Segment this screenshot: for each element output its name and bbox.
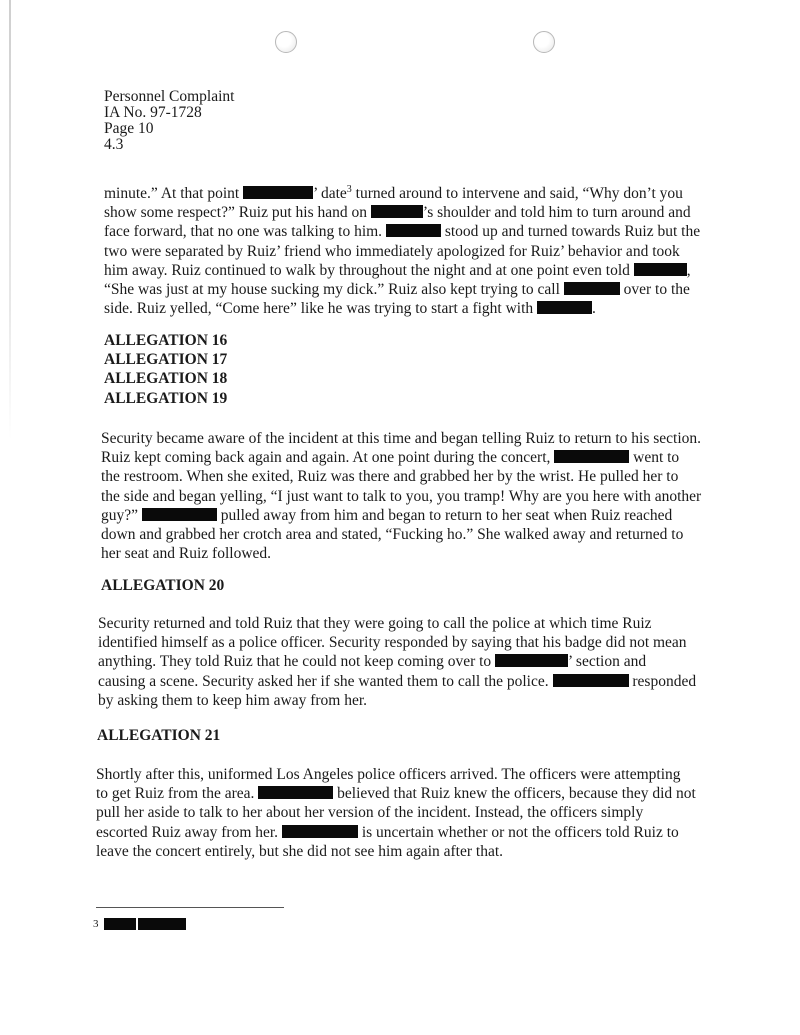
text-line: to get Ruiz from the area. believed that Ruiz knew the officers, because they did not xyxy=(96,785,696,803)
text-line: minute.” At that point ’ date$^3$ turned around to intervene and said, “Why don’t you xyxy=(104,183,683,202)
redaction-block xyxy=(104,918,136,930)
text-line: two were separated by Ruiz’ friend who immediately apologized for Ruiz’ behavior and took xyxy=(104,242,680,260)
text-line: “She was just at my house sucking my dick.” Ruiz also kept trying to call over to the xyxy=(104,280,690,298)
redaction-block xyxy=(386,224,441,237)
text-line: face forward, that no one was talking to him. stood up and turned towards Ruiz but the xyxy=(104,223,701,241)
redaction-block xyxy=(634,263,687,276)
text-line: escorted Ruiz away from her. is uncertain whether or not the officers told Ruiz to xyxy=(96,823,679,841)
text-line: identified himself as a police officer. Security responded by saying that his badge did not mean xyxy=(98,634,687,652)
redaction-block xyxy=(564,282,620,295)
allegation-heading: ALLEGATION 16 xyxy=(104,332,228,349)
redaction-block xyxy=(553,674,629,687)
paragraph-4 xyxy=(96,765,708,861)
text-line: anything. They told Ruiz that he could not keep coming over to ’ section and xyxy=(98,653,647,671)
text-line: him away. Ruiz continued to walk by throughout the night and at one point even told , xyxy=(104,261,691,279)
text-line: pull her aside to talk to her about her version of the incident. Instead, the officers simply xyxy=(96,804,644,822)
text-line: down and grabbed her crotch area and stated, “Fucking ho.” She walked away and returned to xyxy=(101,525,684,543)
text-line: the side and began yelling, “I just want to talk to you, you tramp! Why are you here with another xyxy=(101,487,702,505)
allegation-21-heading: ALLEGATION 21 xyxy=(97,727,221,744)
redaction-block xyxy=(282,825,358,838)
text-line: Ruiz kept coming back again and again. At one point during the concert, went to xyxy=(101,449,680,467)
text-line: by asking them to keep him away from her. xyxy=(98,691,368,709)
redaction-block xyxy=(537,301,592,314)
footnote-marker: 3 xyxy=(93,918,99,930)
redaction-block xyxy=(495,654,568,667)
header-page-number: Page 10 xyxy=(104,120,154,137)
text-line: side. Ruiz yelled, “Come here” like he was trying to start a fight with . xyxy=(104,300,596,318)
redaction-block xyxy=(258,786,333,799)
text-line: causing a scene. Security asked her if she wanted them to call the police. responded xyxy=(98,672,697,690)
allegation-20-heading: ALLEGATION 20 xyxy=(101,577,225,594)
footnote xyxy=(93,917,186,931)
redaction-block xyxy=(142,508,217,521)
redaction-block xyxy=(138,918,186,930)
allegation-heading: ALLEGATION 19 xyxy=(104,389,228,407)
redaction-block xyxy=(243,186,313,199)
paragraph-3 xyxy=(98,614,710,710)
text-line: leave the concert entirely, but she did not see him again after that. xyxy=(96,842,504,860)
text-line: Security returned and told Ruiz that they were going to call the police at which time Ruiz xyxy=(98,615,652,632)
redaction-block xyxy=(554,450,629,463)
header-title: Personnel Complaint xyxy=(104,88,235,105)
footnote-rule xyxy=(96,907,284,908)
redaction-block xyxy=(371,205,423,218)
document-header xyxy=(104,89,234,153)
text-line: Shortly after this, uniformed Los Angeles police officers arrived. The officers were attempting xyxy=(96,766,681,783)
allegation-heading: ALLEGATION 18 xyxy=(104,370,228,388)
allegations-16-19 xyxy=(104,331,227,408)
paragraph-2 xyxy=(101,429,713,563)
header-ia-number: IA No. 97-1728 xyxy=(104,104,202,121)
text-line: show some respect?” Ruiz put his hand on ’s shoulder and told him to turn around and xyxy=(104,204,691,222)
text-line: guy?” pulled away from him and began to return to her seat when Ruiz reached xyxy=(101,506,673,524)
header-section: 4.3 xyxy=(104,136,124,153)
text-line: the restroom. When she exited, Ruiz was there and grabbed her by the wrist. He pulled her to xyxy=(101,468,679,486)
punch-hole-left xyxy=(275,31,297,53)
text-line: her seat and Ruiz followed. xyxy=(101,545,272,563)
text-line: Security became aware of the incident at this time and began telling Ruiz to return to his section. xyxy=(101,430,702,447)
paragraph-1 xyxy=(104,184,716,318)
allegation-heading: ALLEGATION 17 xyxy=(104,351,228,369)
scan-edge-shadow xyxy=(9,0,11,440)
punch-hole-right xyxy=(533,31,555,53)
